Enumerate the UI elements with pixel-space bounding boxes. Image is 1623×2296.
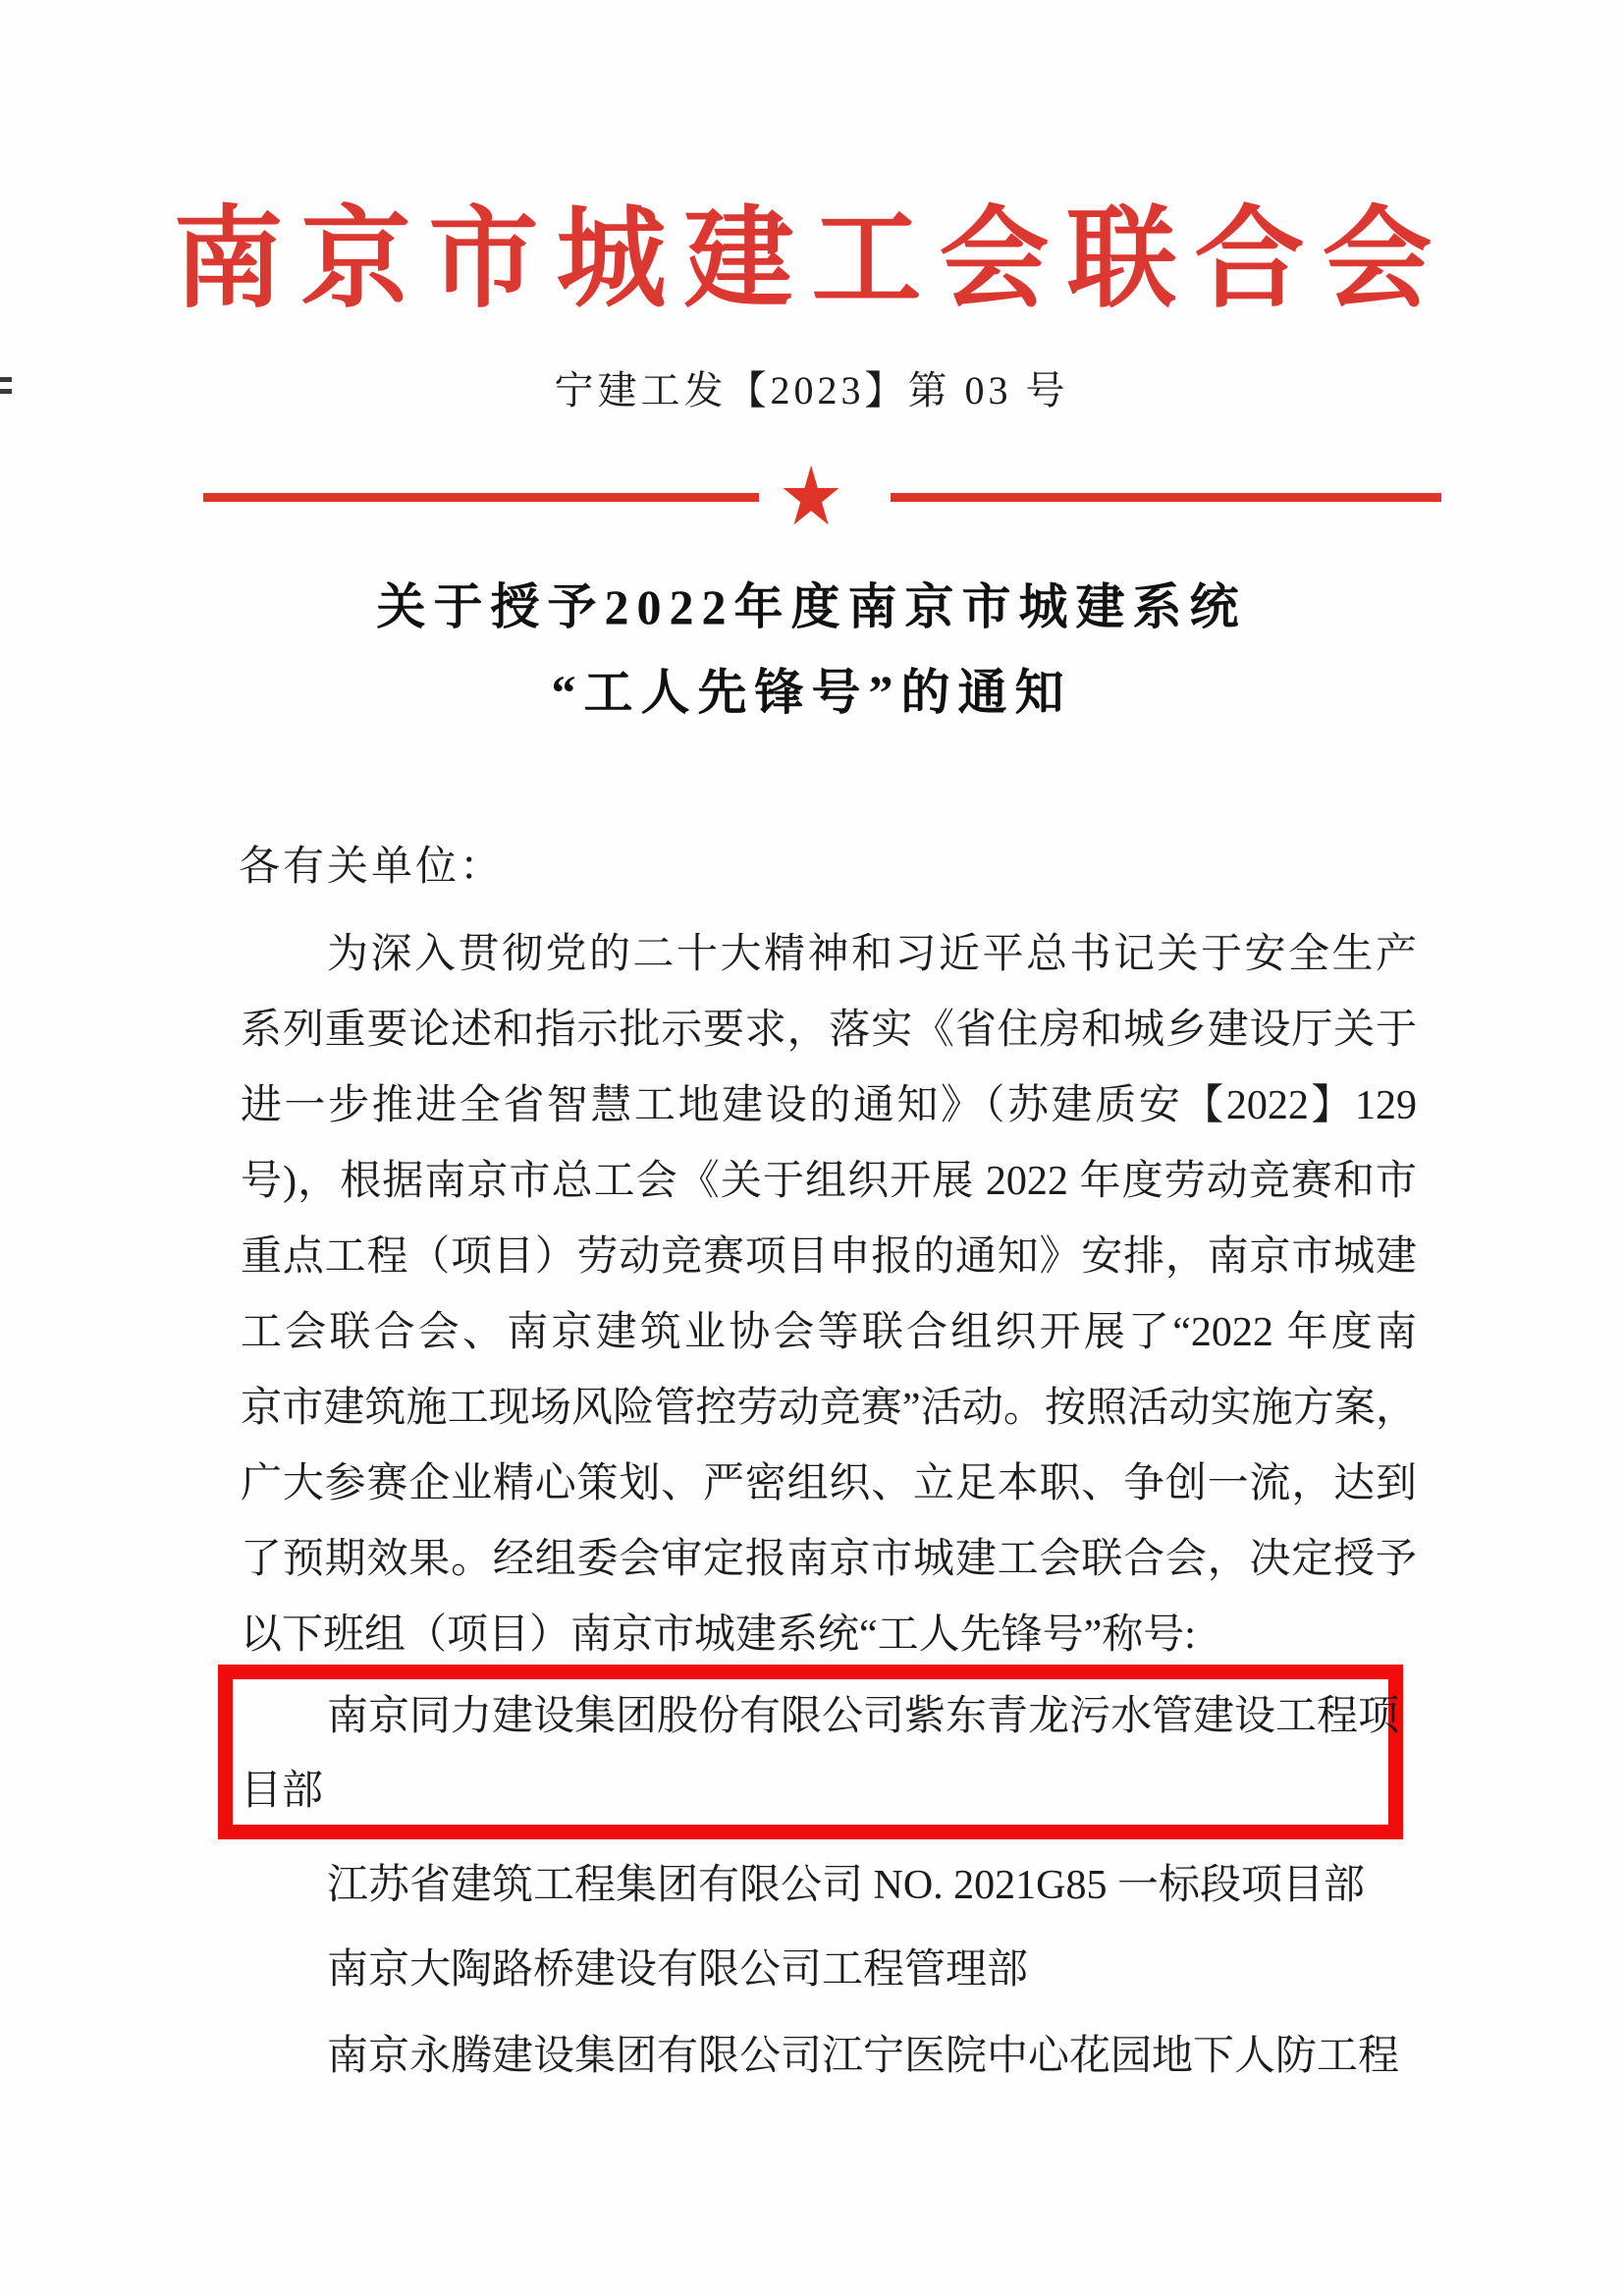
paragraph-line: 号)，根据南京市总工会《关于组织开展 2022 年度劳动竞赛和市 <box>241 1159 1417 1204</box>
doc-reference-number: 宁建工发【2023】第 03 号 <box>554 368 1069 412</box>
paragraph-line: 为深入贯彻党的二十大精神和习近平总书记关于安全生产 <box>327 932 1417 977</box>
red-divider-left <box>203 493 759 502</box>
notice-title-line1: 关于授予2022年度南京市城建系统 <box>376 579 1247 634</box>
paragraph-line: 重点工程（项目）劳动竞赛项目申报的通知》安排，南京市城建 <box>241 1234 1417 1280</box>
paragraph-line: 工会联合会、南京建筑业协会等联合组织开展了“2022 年度南 <box>241 1310 1417 1355</box>
paragraph-line: 广大参赛企业精心策划、严密组织、立足本职、争创一流，达到 <box>241 1461 1417 1506</box>
salutation: 各有关单位： <box>239 845 505 890</box>
paragraph-line: 了预期效果。经组委会审定报南京市城建工会联合会，决定授予 <box>241 1537 1417 1582</box>
awardee-list-item: 南京永腾建设集团有限公司江宁医院中心花园地下人防工程 <box>327 2034 1400 2079</box>
paragraph-line: 以下班组（项目）南京市城建系统“工人先锋号”称号: <box>241 1613 1196 1658</box>
awardee-list-item: 江苏省建筑工程集团有限公司 NO. 2021G85 一标段项目部 <box>327 1863 1365 1908</box>
paragraph-line: 进一步推进全省智慧工地建设的通知》（苏建质安【2022】129 <box>241 1083 1417 1128</box>
highlighted-awardee-line: 目部 <box>241 1769 324 1814</box>
red-highlight-box <box>218 1665 1403 1839</box>
red-divider-right <box>891 493 1441 502</box>
org-header-title: 南京市城建工会联合会 <box>173 199 1450 321</box>
paragraph-line: 京市建筑施工现场风险管控劳动竞赛”活动。按照活动实施方案， <box>241 1386 1417 1431</box>
main-paragraph <box>241 917 1417 1673</box>
paragraph-line: 系列重要论述和指示批示要求，落实《省住房和城乡建设厅关于 <box>241 1008 1417 1053</box>
awardee-list-item: 南京大陶路桥建设有限公司工程管理部 <box>327 1947 1029 1993</box>
red-star-icon: ★ <box>778 453 844 543</box>
highlighted-awardee-line: 南京同力建设集团股份有限公司紫东青龙污水管建设工程项 <box>327 1694 1400 1739</box>
notice-title-line2: “工人先锋号”的通知 <box>551 665 1072 720</box>
